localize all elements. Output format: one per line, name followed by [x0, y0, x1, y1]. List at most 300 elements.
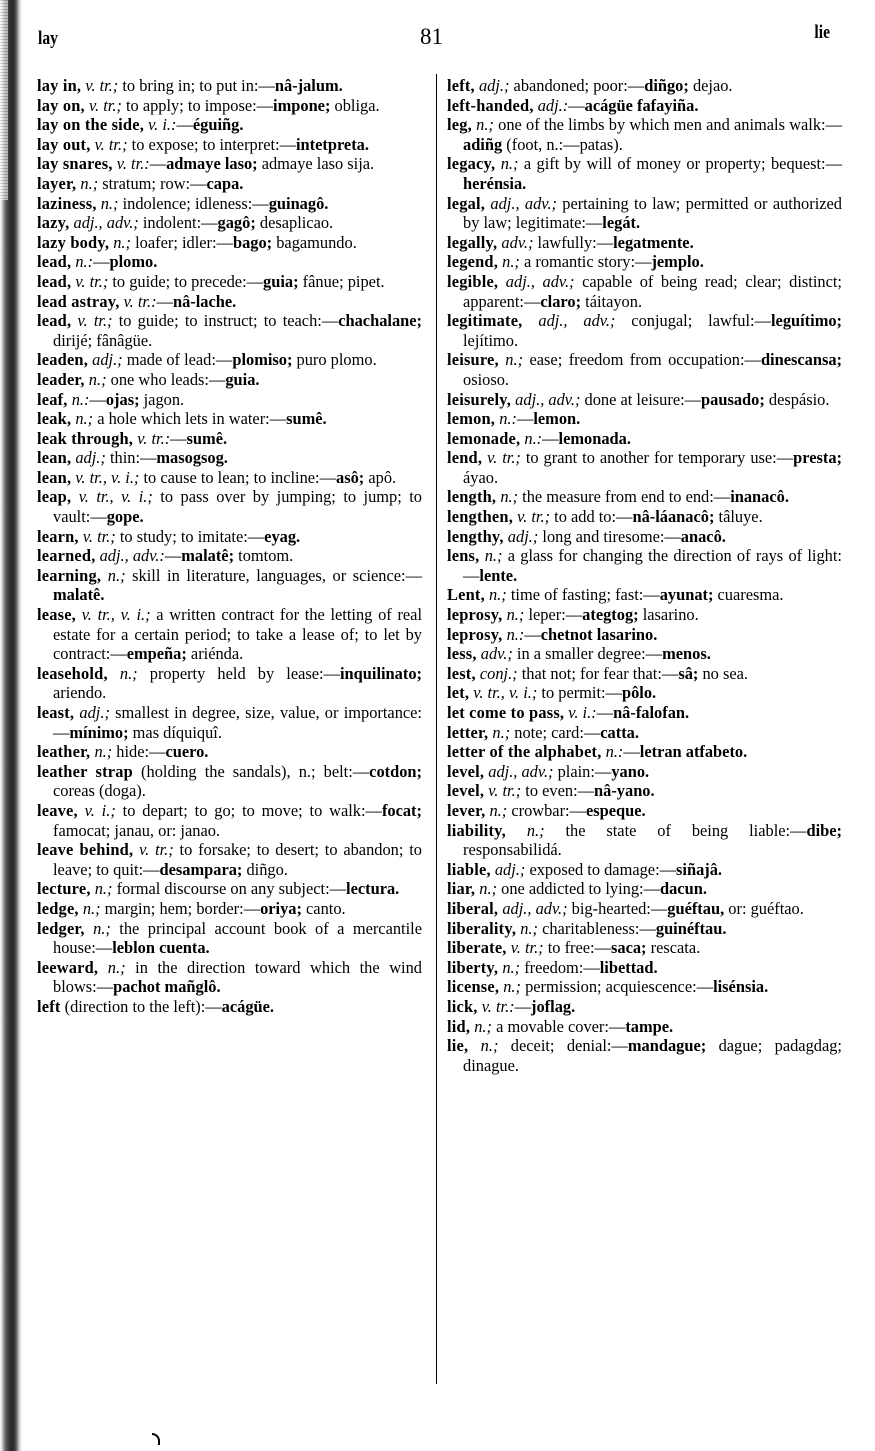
translation: eyag. — [264, 526, 301, 546]
translation: ategtog; — [582, 605, 639, 625]
dictionary-entry — [447, 625, 842, 645]
dictionary-entry — [37, 76, 422, 96]
definition: a written contract for the letting of real estate for a certain period; to take a lease of; to let by contract:— — [53, 605, 423, 664]
definition: that not; for fear that:— — [517, 663, 679, 683]
translation: jemplo. — [651, 252, 704, 272]
part-of-speech: n.: — [67, 389, 90, 409]
part-of-speech: adj.; — [503, 526, 539, 546]
page-number: 81 — [420, 24, 443, 49]
dictionary-entry — [447, 154, 842, 193]
headword: leaden, — [37, 350, 89, 370]
dictionary-entry — [447, 860, 842, 880]
translation: lisénsia. — [713, 977, 769, 997]
dictionary-entry — [447, 115, 842, 154]
headword: learning, — [37, 565, 102, 585]
dictionary-entry — [37, 194, 422, 214]
translation: impone; — [273, 95, 331, 115]
translation: herénsia. — [463, 173, 527, 193]
headword: lever, — [447, 800, 486, 820]
definition: to cause to lean; to incline:— — [139, 467, 337, 487]
headword: lease, — [37, 605, 76, 625]
part-of-speech: n.: — [495, 409, 517, 429]
translation: presta; — [793, 448, 842, 468]
translation: joflag. — [531, 996, 576, 1016]
dictionary-entry — [447, 781, 842, 801]
translation: asô; — [336, 467, 365, 487]
translation: siñajâ. — [676, 859, 723, 879]
translation-extra: despásio. — [764, 389, 830, 409]
definition: stratum; row:— — [98, 173, 207, 193]
translation: inanacô. — [730, 487, 789, 507]
headword: leeward, — [37, 957, 99, 977]
translation: sumê. — [186, 428, 228, 448]
part-of-speech: n.: — [520, 428, 543, 448]
part-of-speech: adj., adv.; — [522, 311, 616, 331]
headword: leaf, — [37, 389, 68, 409]
definition: conjugal; lawful:— — [615, 311, 771, 331]
dictionary-entry — [37, 605, 422, 664]
part-of-speech: n.; — [90, 742, 113, 762]
dictionary-entry — [37, 233, 422, 253]
translation-extra: puro plomo. — [292, 350, 377, 370]
dictionary-entry — [447, 448, 842, 487]
headword: less, — [447, 644, 477, 664]
translation: dibe; — [806, 820, 842, 840]
part-of-speech: n.; — [498, 350, 524, 370]
translation: guéftau, — [667, 898, 725, 918]
headword: left, — [447, 76, 475, 95]
headword: length, — [447, 487, 497, 507]
dictionary-entry — [447, 1017, 842, 1037]
definition: to guide; to instruct; to teach:— — [112, 311, 339, 331]
part-of-speech: adj., adv.; — [69, 213, 139, 233]
part-of-speech: v. i.; — [77, 800, 116, 820]
headword: level, — [447, 781, 485, 801]
dictionary-entry — [447, 194, 842, 233]
part-of-speech: n.: — [502, 624, 525, 644]
headword: letter of the alphabet, — [447, 742, 602, 762]
translation: acágüe. — [221, 996, 275, 1016]
translation: lemonada. — [558, 428, 631, 448]
dictionary-entry — [37, 664, 422, 703]
definition: permission; acquiescence:— — [520, 977, 714, 997]
part-of-speech: n.; — [107, 663, 138, 683]
definition: property held by lease:— — [137, 663, 340, 683]
dictionary-entry — [447, 487, 842, 507]
dictionary-entry — [447, 938, 842, 958]
headword: learn, — [37, 526, 79, 546]
headword: left — [37, 996, 61, 1016]
translation-extra: rescata. — [646, 938, 701, 958]
translation: malatê. — [53, 585, 105, 605]
dictionary-entry — [447, 742, 842, 762]
headword: legal, — [447, 193, 486, 213]
part-of-speech: n.; — [96, 193, 119, 213]
dictionary-entry — [447, 801, 842, 821]
dictionary-entry — [37, 879, 422, 899]
definition: pertaining to law; permitted or authorized by law; legitimate:— — [463, 193, 842, 233]
translation-extra: lejítimo. — [463, 330, 519, 350]
headword: least, — [37, 703, 75, 722]
translation-extra: tomtom. — [234, 546, 294, 566]
dictionary-entry — [37, 96, 422, 116]
translation: nâ-jalum. — [274, 76, 343, 95]
headword: leak through, — [37, 428, 134, 448]
translation: leblon cuenta. — [112, 938, 210, 958]
dictionary-entry — [37, 252, 422, 272]
translation: guinagô. — [268, 193, 329, 213]
part-of-speech: n.; — [468, 1036, 499, 1056]
headword: legend, — [447, 252, 499, 272]
definition: skill in literature, languages, or science:— — [125, 565, 422, 585]
dictionary-entry — [37, 487, 422, 526]
headword: lemonade, — [447, 428, 521, 448]
headword: liability, — [447, 820, 506, 840]
guide-word-right: lie — [814, 22, 830, 43]
part-of-speech: n.; — [71, 409, 94, 429]
translation: diñgo; — [644, 76, 689, 95]
dictionary-entry — [447, 585, 842, 605]
dictionary-entry — [37, 154, 422, 174]
definition: smallest in degree, size, value, or importance:— — [53, 703, 422, 742]
headword: leather strap — [37, 761, 133, 781]
headword: legitimate, — [447, 311, 523, 331]
definition: — — [623, 742, 640, 762]
translation: plomiso; — [232, 350, 293, 370]
headword: lie, — [447, 1036, 469, 1056]
definition: a movable cover:— — [491, 1016, 626, 1036]
headword: lay in, — [37, 76, 82, 95]
part-of-speech: v. tr.: — [112, 154, 150, 174]
part-of-speech: v. tr.; — [81, 76, 119, 95]
translation-extra: mas díquiquî. — [128, 722, 222, 742]
headword: liberal, — [447, 898, 499, 918]
definition: a glass for changing the direction of rays of light:— — [463, 546, 842, 585]
dictionary-entry — [37, 448, 422, 468]
part-of-speech: v. i.: — [564, 703, 597, 722]
translation: nâ-lache. — [172, 291, 237, 311]
translation: masogsog. — [156, 448, 228, 468]
headword: lay snares, — [37, 154, 113, 174]
dictionary-entry — [447, 919, 842, 939]
headword: lend, — [447, 448, 483, 468]
part-of-speech: v. tr.; — [484, 781, 522, 801]
part-of-speech: n.; — [502, 605, 525, 625]
translation-extra: cuaresma. — [713, 585, 784, 605]
dictionary-entry — [447, 507, 842, 527]
translation-extra: diñgo. — [242, 859, 288, 879]
definition: note; card:— — [510, 722, 601, 742]
definition: leper:— — [524, 605, 583, 625]
dictionary-entry — [447, 605, 842, 625]
translation: mínimo; — [69, 722, 129, 742]
part-of-speech: n.; — [90, 879, 113, 899]
part-of-speech: n.; — [78, 898, 101, 918]
translation-extra: táitayon. — [581, 291, 643, 311]
translation: nâ-yano. — [594, 781, 655, 801]
part-of-speech: n.; — [496, 487, 519, 507]
headword: lay on, — [37, 95, 85, 115]
binding-shadow — [0, 0, 22, 1451]
headword: lemon, — [447, 409, 496, 429]
translation-extra: dejao. — [688, 76, 733, 95]
translation: guia. — [225, 369, 260, 389]
definition: — — [524, 624, 541, 644]
translation: catta. — [600, 722, 639, 742]
page-header — [0, 22, 875, 62]
definition: to expose; to interpret:— — [127, 134, 296, 154]
part-of-speech: n.; — [495, 154, 519, 174]
headword: leprosy, — [447, 624, 503, 644]
part-of-speech: v. tr.: — [477, 996, 515, 1016]
headword: leave behind, — [37, 840, 134, 860]
definition: charitableness:— — [537, 918, 656, 938]
headword: liable, — [447, 859, 491, 879]
translation: cuero. — [165, 742, 209, 762]
translation: admaye laso; — [166, 154, 258, 174]
definition: in a smaller degree:— — [512, 644, 663, 664]
definition: ease; freedom from occupation:— — [523, 350, 761, 370]
headword: letter, — [447, 722, 489, 742]
definition: lawfully:— — [533, 232, 614, 252]
headword: lay on the side, — [37, 115, 145, 135]
dictionary-entry — [37, 370, 422, 390]
headword: leak, — [37, 409, 72, 429]
headword: level, — [447, 761, 485, 781]
part-of-speech: adj.; — [74, 703, 110, 722]
dictionary-entry — [447, 409, 842, 429]
headword: lazy body, — [37, 232, 110, 252]
headword: leg, — [447, 115, 472, 135]
dictionary-entry — [37, 174, 422, 194]
translation-extra: dirijé; fânâgüe. — [53, 330, 153, 350]
definition: (direction to the left):— — [60, 996, 222, 1016]
definition: (holding the sandals), n.; belt:— — [132, 761, 370, 781]
part-of-speech: n.; — [479, 546, 503, 566]
dictionary-entry — [37, 762, 422, 801]
dictionary-entry — [447, 390, 842, 410]
translation: yano. — [611, 761, 650, 781]
dictionary-entry — [37, 135, 422, 155]
dictionary-entry — [37, 703, 422, 742]
definition: — — [93, 252, 110, 272]
definition: indolent:— — [138, 213, 218, 233]
translation: capa. — [206, 173, 244, 193]
translation-extra: obliga. — [330, 95, 380, 115]
part-of-speech: adj., adv.; — [498, 271, 575, 291]
dictionary-entry — [37, 311, 422, 350]
translation-extra: dague; padagdag; dinague. — [463, 1036, 842, 1075]
dictionary-entry — [447, 664, 842, 684]
dictionary-entry — [37, 272, 422, 292]
definition: one of the limbs by which men and animals walk:— — [493, 115, 842, 135]
headword: lead astray, — [37, 291, 120, 311]
translation: lemon. — [533, 409, 581, 429]
definition: — — [156, 291, 173, 311]
translation: pachot mañglô. — [113, 977, 221, 997]
dictionary-entry — [447, 96, 842, 116]
translation-extra: ariénda. — [186, 644, 244, 664]
dictionary-entry — [37, 742, 422, 762]
translation: chetnot lasarino. — [540, 624, 658, 644]
translation-extra: jagon. — [139, 389, 185, 409]
headword: leasehold, — [37, 663, 108, 683]
headword: liberality, — [447, 918, 517, 938]
part-of-speech: n.; — [470, 1016, 492, 1036]
part-of-speech: n.; — [488, 722, 511, 742]
dictionary-entry — [447, 899, 842, 919]
translation: libettad. — [599, 957, 658, 977]
definition: to depart; to go; to move; to walk:— — [115, 800, 382, 820]
dictionary-entry — [447, 546, 842, 585]
part-of-speech: adv.; — [497, 232, 534, 252]
translation: éguiñg. — [192, 115, 244, 135]
translation: oriya; — [260, 898, 302, 918]
translation: desampara; — [159, 859, 243, 879]
left-column — [37, 76, 422, 1017]
definition: done at leisure:— — [580, 389, 702, 409]
definition: a hole which lets in water:— — [93, 409, 287, 429]
dictionary-entry — [37, 527, 422, 547]
headword: legible, — [447, 271, 499, 291]
part-of-speech: v. tr.; — [513, 507, 551, 527]
dictionary-entry — [37, 213, 422, 233]
dictionary-entry — [37, 429, 422, 449]
definition: — — [164, 546, 182, 566]
part-of-speech: v. tr.; — [84, 95, 122, 115]
translation: malatê; — [181, 546, 235, 566]
dictionary-entry — [37, 409, 422, 429]
definition: — — [542, 428, 559, 448]
translation: ayunat; — [659, 585, 714, 605]
dictionary-entry — [447, 821, 842, 860]
definition: — — [596, 703, 614, 722]
translation: guinéftau. — [655, 918, 727, 938]
dictionary-entry — [37, 115, 422, 135]
part-of-speech: n.: — [601, 742, 624, 762]
dictionary-entry — [447, 233, 842, 253]
part-of-speech: adj., adv.; — [484, 761, 554, 781]
part-of-speech: n.; — [84, 369, 107, 389]
translation: pôlo. — [622, 683, 657, 703]
translation: chachalane; — [338, 311, 422, 331]
dictionary-entry — [447, 703, 842, 723]
definition: time of fasting; fast:— — [506, 585, 660, 605]
definition: indolence; idleness:— — [118, 193, 269, 213]
part-of-speech: v. tr., v. i.; — [469, 683, 538, 703]
headword: learned, — [37, 546, 96, 566]
headword: lazy, — [37, 213, 70, 233]
definition: to free:— — [543, 938, 611, 958]
definition: to study; to imitate:— — [115, 526, 265, 546]
part-of-speech: v. tr.: — [119, 291, 157, 311]
dictionary-entry — [37, 801, 422, 840]
part-of-speech: n.; — [485, 800, 508, 820]
definition: formal discourse on any subject:— — [112, 879, 347, 899]
dictionary-entry — [37, 546, 422, 566]
dictionary-entry — [37, 840, 422, 879]
dictionary-entry — [37, 997, 422, 1017]
translation: sumê. — [286, 409, 327, 429]
definition: a romantic story:— — [519, 252, 652, 272]
column-divider — [436, 74, 437, 1384]
definition: to even:— — [521, 781, 595, 801]
definition: margin; hem; border:— — [100, 898, 261, 918]
headword: liberate, — [447, 938, 507, 958]
part-of-speech: v. tr.; — [71, 311, 113, 331]
part-of-speech: n.; — [499, 977, 521, 997]
headword: license, — [447, 977, 500, 997]
headword: ledge, — [37, 898, 79, 918]
translation-extra: tâluye. — [714, 507, 763, 527]
translation-extra: or: guéftao. — [724, 898, 804, 918]
dictionary-entry — [447, 76, 842, 96]
translation: mandague; — [627, 1036, 707, 1056]
translation: ojas; — [105, 389, 140, 409]
headword: leave, — [37, 800, 78, 820]
part-of-speech: v. tr.: — [133, 428, 171, 448]
definition: — — [516, 409, 534, 429]
translation-extra: fânue; pipet. — [298, 271, 385, 291]
translation-extra: desaplicao. — [255, 213, 334, 233]
part-of-speech: n.; — [516, 918, 538, 938]
part-of-speech: n.; — [475, 879, 498, 899]
definition: — — [89, 389, 106, 409]
part-of-speech: v. tr.; — [90, 134, 128, 154]
dictionary-entry — [37, 390, 422, 410]
part-of-speech: adj.; — [490, 859, 526, 879]
part-of-speech: n.; — [498, 252, 520, 272]
part-of-speech: adj., adv.; — [511, 389, 581, 409]
part-of-speech: v. tr., v. i.; — [71, 467, 140, 487]
dictionary-entry — [447, 762, 842, 782]
translation: cotdon; — [369, 761, 422, 781]
dictionary-entry — [447, 252, 842, 272]
translation: anacô. — [680, 526, 726, 546]
part-of-speech: adv.; — [476, 644, 513, 664]
definition: to pass over by jumping; to jump; to vault:— — [53, 487, 422, 527]
headword: lengthen, — [447, 507, 514, 527]
definition: — — [170, 428, 187, 448]
definition: to bring in; to put in:— — [118, 76, 275, 95]
definition: deceit; denial:— — [498, 1036, 628, 1056]
translation-extra: coreas (doga). — [53, 781, 146, 801]
dictionary-entry — [447, 644, 842, 664]
headword: lens, — [447, 546, 480, 566]
headword: lean, — [37, 448, 72, 468]
dictionary-entry — [447, 527, 842, 547]
part-of-speech: v. tr.; — [71, 271, 109, 291]
dictionary-entry — [37, 919, 422, 958]
translation: legát. — [602, 213, 641, 233]
translation: plomo. — [109, 252, 158, 272]
headword: liberty, — [447, 957, 499, 977]
definition: a gift by will of money or property; bequest:— — [518, 154, 842, 174]
part-of-speech: v. tr.; — [506, 938, 544, 958]
headword: leather, — [37, 742, 91, 762]
headword: leader, — [37, 369, 85, 389]
part-of-speech: adj.; — [474, 76, 510, 95]
translation: menos. — [662, 644, 711, 664]
dictionary-entry — [37, 350, 422, 370]
translation-extra: (foot, n.:—patas). — [502, 134, 623, 154]
translation: inquilinato; — [340, 663, 422, 683]
definition: to guide; to precede:— — [108, 271, 264, 291]
translation: saca; — [611, 938, 647, 958]
definition: to forsake; to desert; to abandon; to leave; to quit:— — [53, 840, 422, 879]
translation: leguítimo; — [770, 311, 842, 331]
headword: lean, — [37, 467, 72, 487]
